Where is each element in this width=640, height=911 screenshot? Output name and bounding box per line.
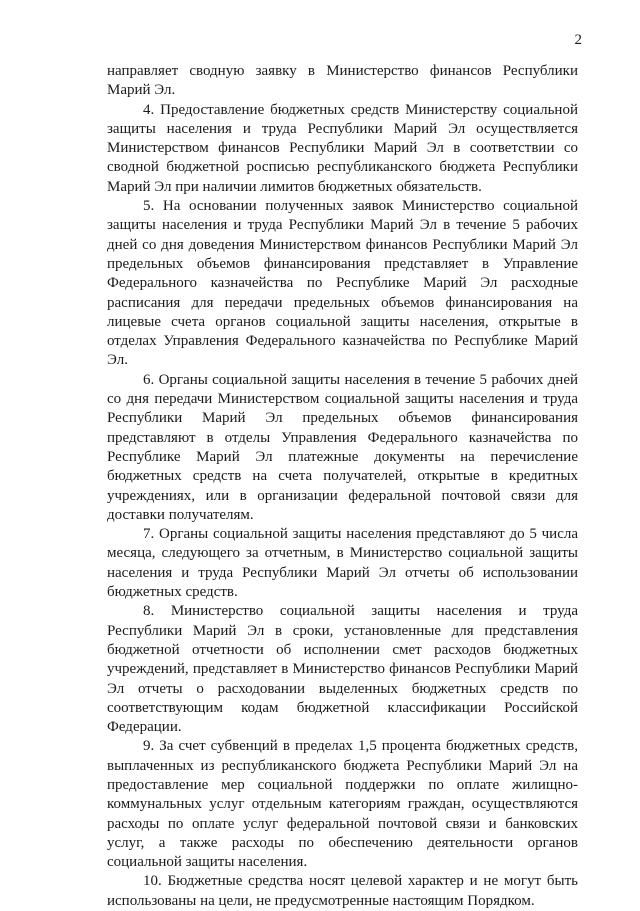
paragraph-item-9: 9. За счет субвенций в пределах 1,5 процента бюджетных средств, выплаченных из республиканского бюджета Республики Марий Эл на предоставление мер социальной поддержки по оплате жилищно-коммунальных услуг отдельным категориям граждан, осуществляются расходы по оплате услуг федеральной почтовой связи и банковских услуг, а также расходы по обеспечению деятельности органов социальной защиты населения. [107, 738, 578, 871]
paragraph-item-8: 8. Министерство социальной защиты населения и труда Республики Марий Эл в сроки, установленные для представления бюджетной отчетности об исполнении смет расходов бюджетных учреждений, представляет в Министерство финансов Республики Марий Эл отчеты о расходовании выделенных бюджетных средств по соответствующим кодам бюджетной классификации Российской Федерации. [107, 603, 578, 736]
paragraph-continuation: направляет сводную заявку в Министерство финансов Республики Марий Эл. [107, 63, 578, 99]
paragraph-item-4: 4. Предоставление бюджетных средств Министерству социальной защиты населения и труда Республики Марий Эл осуществляется Министерством финансов Республики Марий Эл в соответствии со сводной бюджетной росписью республиканского бюджета Республики Марий Эл при наличии лимитов бюджетных обязательств. [107, 101, 578, 195]
page-number: 2 [574, 32, 582, 48]
document-body [107, 62, 578, 911]
paragraph-item-10: 10. Бюджетные средства носят целевой характер и не могут быть использованы на цели, не предусмотренные настоящим Порядком. [107, 873, 578, 909]
paragraph-item-7: 7. Органы социальной защиты населения представляют до 5 числа месяца, следующего за отчетным, в Министерство социальной защиты населения и труда Республики Марий Эл отчеты об использовании бюджетных средств. [107, 526, 578, 601]
paragraph-item-6: 6. Органы социальной защиты населения в течение 5 рабочих дней со дня передачи Министерством социальной защиты населения и труда Республики Марий Эл предельных объемов финансирования представляют в отделы Управления Федерального казначейства по Республике Марий Эл платежные документы на перечисление бюджетных средств на счета получателей, открытые в кредитных учреждениях, или в организации федеральной почтовой связи для доставки получателям. [107, 371, 578, 523]
paragraph-item-5: 5. На основании полученных заявок Министерство социальной защиты населения и труда Республики Марий Эл в течение 5 рабочих дней со дня доведения Министерством финансов Республики Марий Эл предельных объемов финансирования представляет в Управление Федерального казначейства по Республике Марий Эл расходные расписания для передачи предельных объемов финансирования на лицевые счета органов социальной защиты населения, открытые в отделах Управления Федерального казначейства по Республике Марий Эл. [107, 198, 578, 369]
